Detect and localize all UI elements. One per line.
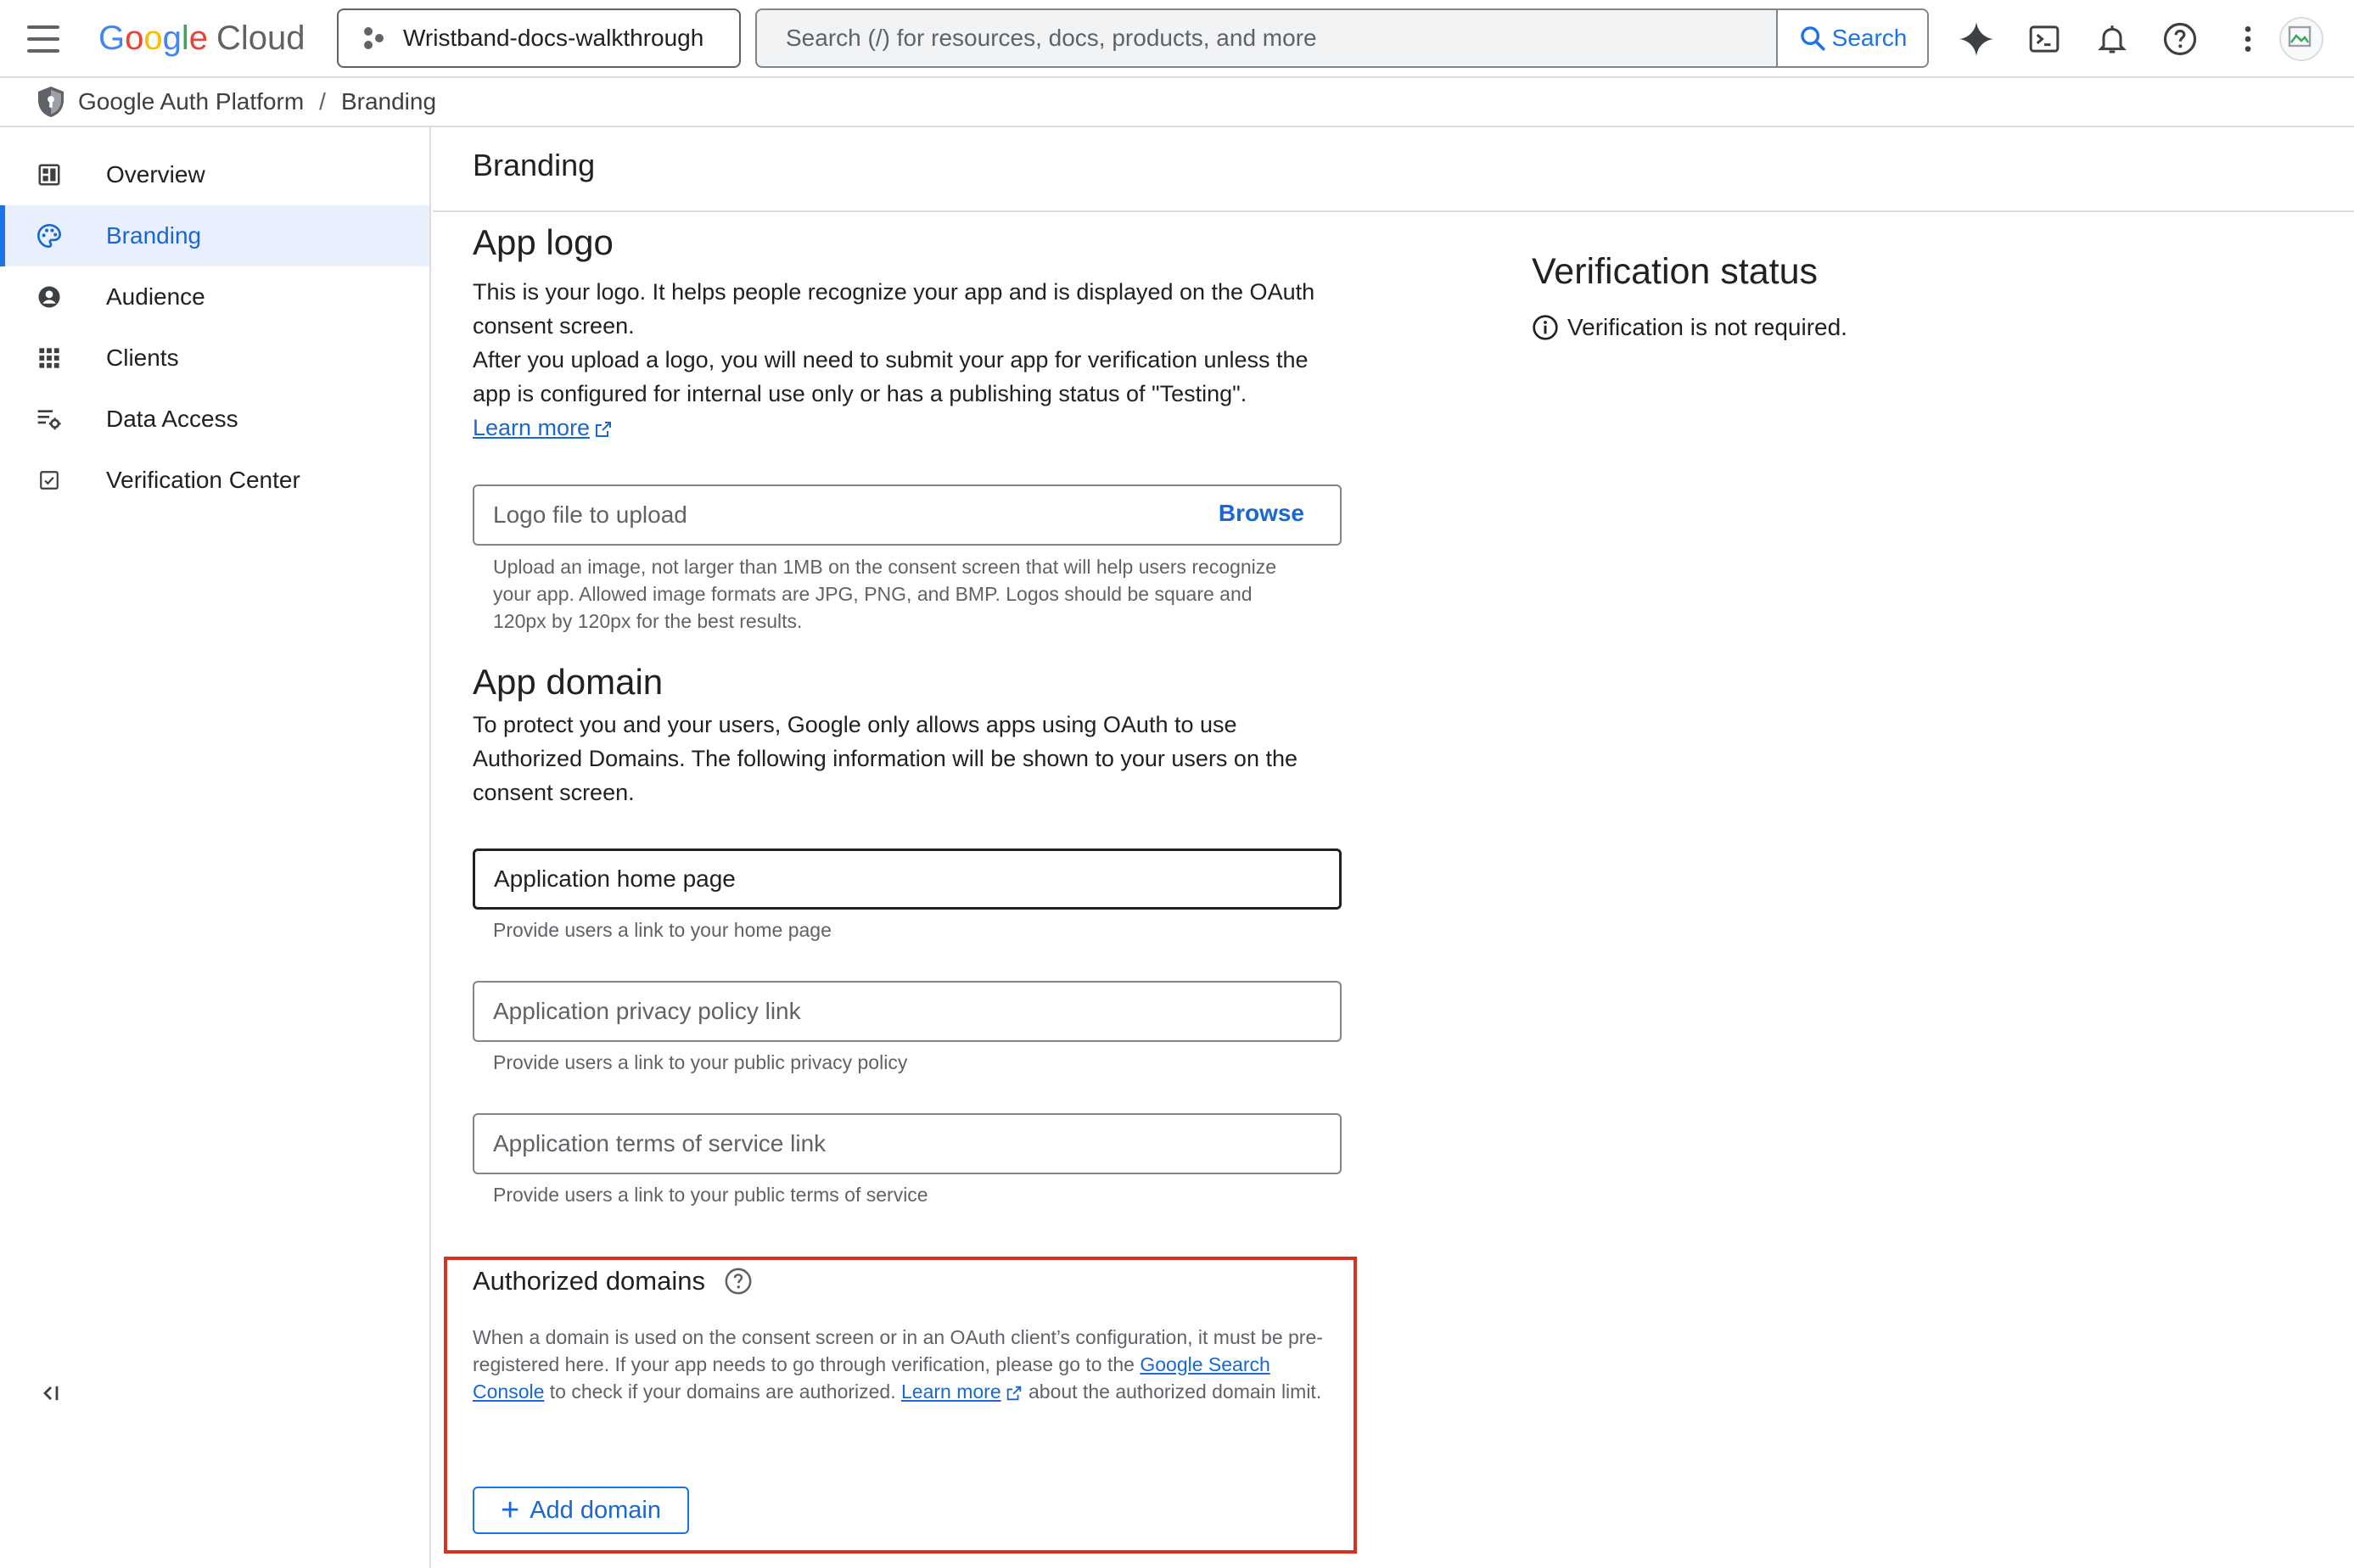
authorized-domains-learn-more-link[interactable]: Learn more [901,1380,1001,1403]
breadcrumb-current: Branding [340,88,437,115]
privacy-policy-hint: Provide users a link to your public privacy policy [493,1051,908,1073]
app-domain-description: To protect you and your users, Google only allows apps using OAuth to use Authorized Domains. The following information will be shown to your users on the consent screen. [473,712,1298,805]
logo-file-input[interactable] [474,486,1340,544]
breadcrumb-product[interactable]: Google Auth Platform [78,88,305,115]
external-link-icon [1005,1384,1023,1403]
palette-icon [36,222,63,249]
account-circle-icon [36,283,63,311]
add-domain-label: Add domain [530,1496,661,1524]
cloud-shell-icon[interactable] [2024,19,2065,59]
authorized-domains-description [473,1324,1338,1405]
authorized-domains-heading [473,1266,753,1296]
sidebar-item-audience[interactable] [0,266,429,328]
broken-image-icon [2281,19,2322,59]
avatar[interactable] [2279,17,2323,61]
external-link-icon [593,419,614,440]
logo-letter: G [98,20,126,57]
page-header [433,127,2354,212]
search-button[interactable] [1776,10,1927,66]
sidebar-item-data-access[interactable] [0,389,429,450]
project-icon [361,25,386,51]
verification-status-text: Verification is not required. [1567,314,1847,340]
logo-letter: e [188,20,209,57]
terms-of-service-field [473,1113,1342,1174]
logo-cloud-text: Cloud [216,20,305,57]
sidebar-item-label: Audience [106,283,205,310]
sidebar-item-label: Branding [106,222,202,249]
home-page-field [473,848,1342,910]
sidebar-item-branding[interactable] [0,205,429,266]
logo-upload-hint: Upload an image, not larger than 1MB on the consent screen that will help users recognize your app. Allowed image formats are JPG, PNG, and BMP. Logos should be square and 120px by 120px for the best results. [493,556,1277,632]
verification-status-heading: Verification status [1532,251,1819,292]
shield-icon [36,85,66,119]
breadcrumb [0,78,2354,127]
learn-more-row [473,411,1342,445]
app-logo-section [473,222,1342,445]
home-page-hint: Provide users a link to your home page [493,919,832,941]
sidebar-item-label: Overview [106,161,205,188]
search-input[interactable] [757,10,1776,66]
verification-status-row [1532,314,1847,341]
auth-desc-text: about the authorized domain limit. [1023,1380,1322,1403]
authorized-domains-title: Authorized domains [473,1266,705,1296]
help-icon[interactable] [2160,19,2200,59]
privacy-policy-field [473,981,1342,1042]
privacy-policy-input[interactable] [474,983,1340,1040]
sidebar-item-label: Verification Center [106,467,300,493]
top-app-bar [0,0,2354,78]
logo-letter: o [125,20,144,57]
sidebar-item-overview[interactable] [0,144,429,205]
sidebar-item-label: Clients [106,344,179,371]
sidebar-item-clients[interactable] [0,328,429,389]
menu-icon[interactable] [24,20,64,58]
app-domain-section [473,662,1342,809]
apps-grid-icon [36,344,63,372]
list-settings-icon [36,406,63,433]
browse-button[interactable]: Browse [1218,500,1304,526]
google-cloud-logo[interactable] [98,14,305,63]
page-title: Branding [473,148,596,182]
sidebar-item-label: Data Access [106,406,238,432]
logo-letter: l [181,20,189,57]
sidebar-item-verification-center[interactable] [0,450,429,511]
terms-of-service-input[interactable] [474,1115,1340,1173]
add-domain-button[interactable] [473,1487,689,1534]
checkbox-icon [36,467,63,494]
logo-letter: g [162,20,182,57]
plus-icon: + [501,1492,520,1528]
project-picker-button[interactable] [337,8,741,68]
terms-of-service-hint: Provide users a link to your public terms of service [493,1184,928,1206]
app-logo-description: This is your logo. It helps people recognize your app and is displayed on the OAuth consent screen. [473,279,1315,339]
notifications-icon[interactable] [2092,19,2133,59]
search-button-label: Search [1831,25,1908,51]
auth-desc-text: When a domain is used on the consent screen or in an OAuth client’s configuration, it must be pre-registered here. If your app needs to go through verification, please go to the [473,1326,1323,1375]
app-logo-verification-note: After you upload a logo, you will need to submit your app for verification unless the app is configured for internal use only or has a publishing status of "Testing". [473,347,1309,406]
auth-desc-text: to check if your domains are authorized. [544,1380,901,1403]
search-icon [1798,24,1827,53]
google-search-console-link[interactable]: Google Search Console [473,1353,1270,1403]
app-domain-heading: App domain [473,662,664,702]
home-page-input[interactable] [475,851,1339,907]
project-name: Wristband-docs-walkthrough [403,25,704,51]
logo-upload-field [473,484,1342,546]
logo-letter: o [143,20,163,57]
help-icon[interactable] [724,1267,753,1296]
breadcrumb-separator: / [319,88,326,115]
collapse-left-icon[interactable] [34,1376,68,1410]
app-logo-heading: App logo [473,222,614,262]
gemini-sparkle-icon[interactable] [1956,19,1997,59]
search-bar [755,8,1929,68]
info-icon [1532,314,1559,341]
more-vert-icon[interactable] [2228,19,2268,59]
dashboard-icon [36,161,63,188]
app-logo-learn-more-link[interactable]: Learn more [473,415,591,440]
